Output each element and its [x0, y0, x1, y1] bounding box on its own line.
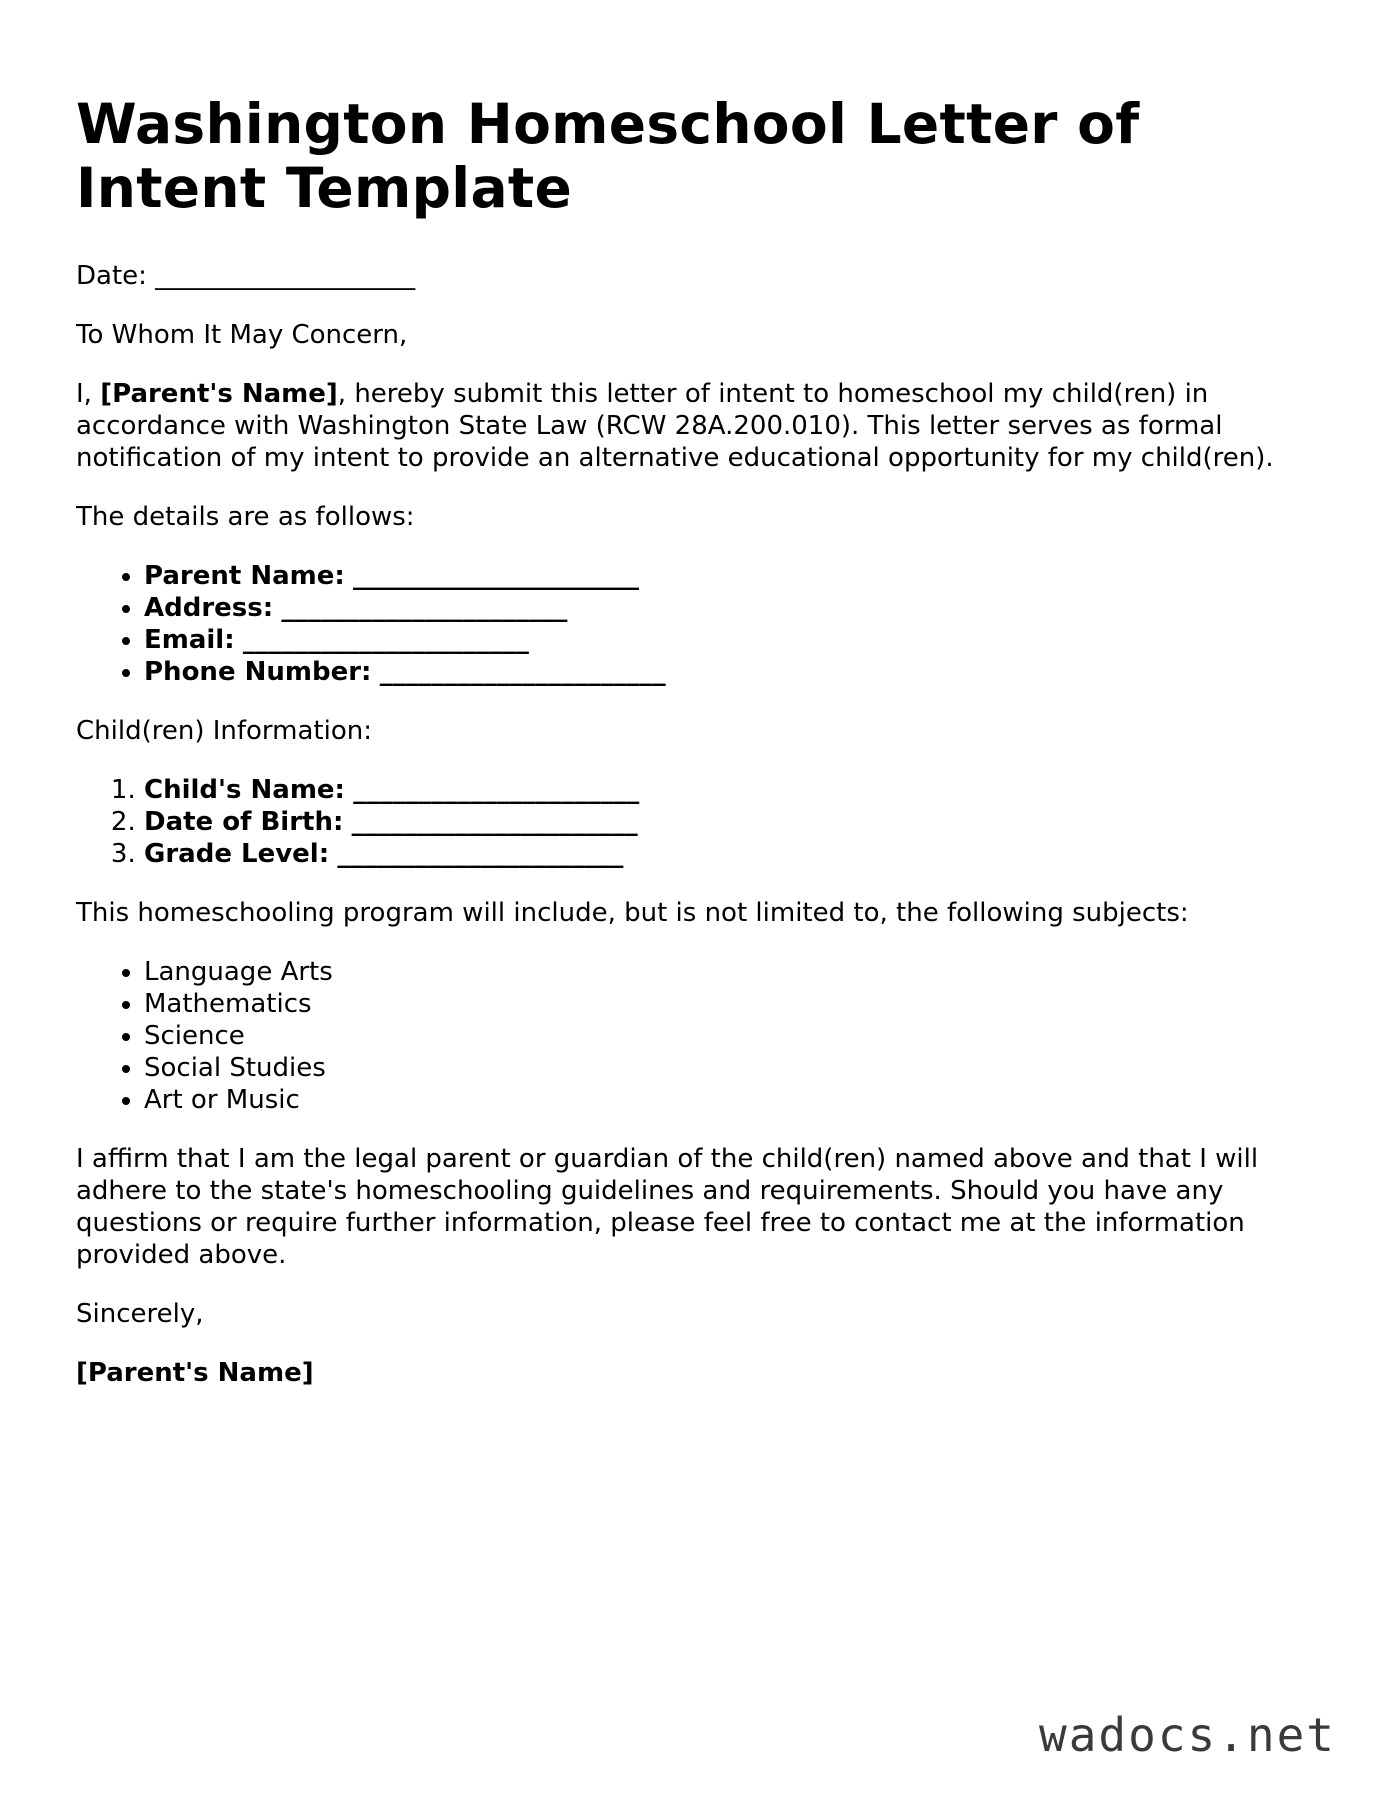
dob-blank: ______________________: [351, 807, 638, 837]
email-label: Email:: [144, 625, 235, 655]
affirmation-paragraph: I affirm that I am the legal parent or guardian of the child(ren) named above and that I will adhere to the state's homeschooling guidelines and requirements. Should you have any questions or require further information, please feel free to contact me at the information provided above.: [76, 1144, 1259, 1270]
child-name-label: Child's Name:: [144, 775, 345, 805]
intro-paragraph: [76, 378, 1316, 474]
list-item: [144, 560, 1316, 592]
list-item: [144, 774, 1316, 806]
subjects-list: [76, 956, 1316, 1116]
phone-label: Phone Number:: [144, 657, 372, 687]
letter-document: [76, 92, 1316, 1389]
subject-item: • Science: [144, 1020, 1316, 1052]
details-intro: The details are as follows:: [76, 502, 415, 532]
parent-name-blank: ______________________: [353, 561, 640, 591]
parent-name-label: Parent Name:: [144, 561, 345, 591]
list-item: [144, 838, 1316, 870]
list-item: [144, 592, 1316, 624]
closing: Sincerely,: [76, 1299, 204, 1329]
watermark: wadocs.net: [1039, 1708, 1336, 1762]
grade-blank: ______________________: [337, 839, 624, 869]
children-intro: Child(ren) Information:: [76, 716, 372, 746]
child-name-blank: ______________________: [353, 775, 640, 805]
address-blank: ______________________: [281, 593, 568, 623]
child-details-list: [76, 774, 1316, 870]
parent-details-list: [76, 560, 1316, 688]
salutation: To Whom It May Concern,: [76, 320, 408, 350]
subjects-intro: This homeschooling program will include, but is not limited to, the following subjects:: [76, 898, 1189, 928]
email-blank: ______________________: [242, 625, 529, 655]
subject-item: • Mathematics: [144, 988, 1316, 1020]
list-item: [144, 806, 1316, 838]
dob-label: Date of Birth:: [144, 807, 344, 837]
date-line: Date: ____________________: [76, 261, 416, 291]
subject-item: • Language Arts: [144, 956, 1316, 988]
subject-item: • Social Studies: [144, 1052, 1316, 1084]
list-item: [144, 624, 1316, 656]
phone-blank: ______________________: [379, 657, 666, 687]
intro-parent-placeholder: [Parent's Name]: [100, 379, 338, 409]
signature: [Parent's Name]: [76, 1358, 314, 1388]
intro-lead: I,: [76, 379, 101, 409]
page-title: Washington Homeschool Letter of Intent Template: [76, 92, 1140, 220]
intro-rest: , hereby submit this letter of intent to homeschool my child(ren) in accordance with Washington State Law (RCW 28A.200.010). This letter serves as formal notification of my intent to provide an alternative educational opportunity for my child(ren).: [76, 379, 1274, 473]
address-label: Address:: [144, 593, 274, 623]
subject-item: • Art or Music: [144, 1084, 1316, 1116]
list-item: [144, 656, 1316, 688]
grade-label: Grade Level:: [144, 839, 330, 869]
